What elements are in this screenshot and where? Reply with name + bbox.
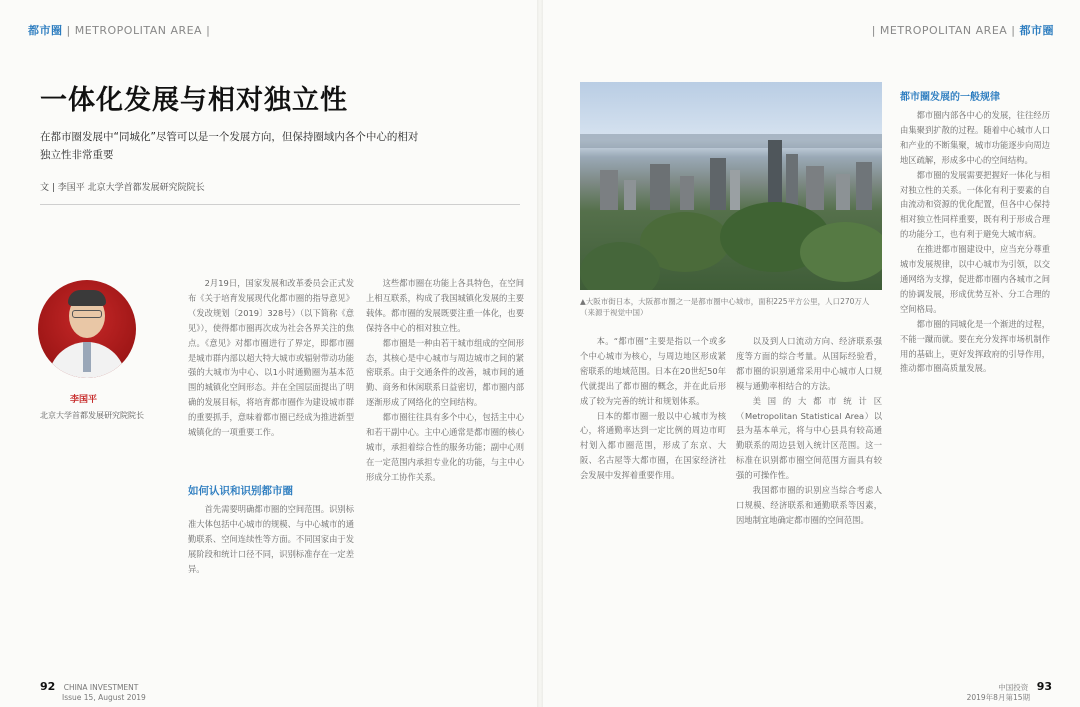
paragraph: 这些都市圈在功能上各具特色，在空间上相互联系，构成了我国城镇化发展的主要载体。都市圈的发展既要注重一体化，也要保持各中心的相对独立性。 xyxy=(366,278,524,333)
column-5 xyxy=(900,108,1050,672)
portrait-role: 北京大学首都发展研究院院长 xyxy=(40,411,144,420)
section-label-en: METROPOLITAN AREA xyxy=(74,24,203,37)
column-4 xyxy=(736,334,882,672)
paragraph: 都市圈内部各中心的发展，往往经历由集聚到扩散的过程。随着中心城市人口和产业的不断集聚，城市功能逐步向周边地区疏解，形成多中心的空间结构。 xyxy=(900,110,1050,165)
paragraph: 2月19日，国家发展和改革委员会正式发布《关于培育发展现代化都市圈的指导意见》（发改规划〔2019〕328号）（以下简称《意见》），使得都市圈再次成为社会各界关注的焦点。《意见》对都市圈进行了界定，即都市圈是城市群内部以超大特大城市或辐射带动功能强的大城市为中心、以1小时通勤圈为基本范围的城镇化空间形态。并在全国层面提出了明确的发展目标，将培育都市圈作为建设城市群的重要抓手，意味着都市圈已经成为推进新型城镇化的一项重要工作。 xyxy=(188,278,354,438)
right-footer xyxy=(967,682,1052,703)
column-3 xyxy=(580,334,726,672)
page-number: 92 xyxy=(40,680,56,693)
paragraph: 都市圈的发展需要把握好一体化与相对独立性的关系。一体化有利于要素的自由流动和资源的优化配置，但各中心保持相对独立性同样重要，既有利于形成合理的功能分工，也有利于避免大城市病。 xyxy=(900,169,1050,240)
subheading: 如何认识和识别都市圈 xyxy=(188,485,293,497)
paragraph: 都市圈的同城化是一个渐进的过程，不能一蹴而就。要在充分发挥市场机制作用的基础上，更好发挥政府的引导作用，推动都市圈高质量发展。 xyxy=(900,318,1050,374)
right-subheading: 都市圈发展的一般规律 xyxy=(900,92,1000,103)
section-label-zh: 都市圈 xyxy=(1019,24,1054,37)
paragraph: 美国的大都市统计区（Metropolitan Statistical Area）以县为基本单元，将与中心县具有较高通勤联系的周边县划入统计区范围。这一标准在识别都市圈空间范围方面具有较强的可操作性。 xyxy=(736,395,882,481)
section-label-zh: 都市圈 xyxy=(28,24,63,37)
divider xyxy=(40,204,520,205)
paragraph: 日本的都市圈一般以中心城市为核心，将通勤率达到一定比例的周边市町村划入都市圈范围，形成了东京、大阪、名古屋等大都市圈，在国家经济社会发展中发挥着重要作用。 xyxy=(580,410,726,481)
paragraph: 都市圈是一种由若干城市组成的空间形态，其核心是中心城市与周边城市之间的紧密联系。由于交通条件的改善，城市间的通勤、商务和休闲联系日益密切，都市圈内部逐渐形成了网络化的空间结构。 xyxy=(366,337,524,408)
author-line: 文 | 李国平 北京大学首都发展研究院院长 xyxy=(40,183,205,193)
paragraph: 本。“都市圈”主要是指以一个或多个中心城市为核心，与周边地区形成紧密联系的地域范围。日本在20世纪50年代就提出了都市圈的概念，并在此后形成了较为完善的统计和规划体系。 xyxy=(580,336,726,406)
issue-info: Issue 15, August 2019 xyxy=(62,693,146,702)
column-1-lower xyxy=(188,474,354,670)
issue-info: 2019年8月第15期 xyxy=(966,693,1030,702)
paragraph: 我国都市圈的识别应当综合考虑人口规模、经济联系和通勤联系等因素，因地制宜地确定都市圈的空间范围。 xyxy=(736,485,882,525)
paragraph: 以及到人口流动方向、经济联系强度等方面的综合考量。从国际经验看，都市圈的识别通常采用中心城市人口规模与通勤率相结合的方法。 xyxy=(736,336,882,391)
publication-name: CHINA INVESTMENT xyxy=(63,683,139,692)
page-number: 93 xyxy=(1036,680,1052,693)
paragraph: 首先需要明确都市圈的空间范围。识别标准大体包括中心城市的规模、与中心城市的通勤联系、空间连续性等方面。不同国家由于发展阶段和统计口径不同，识别标准存在一定差异。 xyxy=(188,504,354,574)
paragraph: 都市圈往往具有多个中心，包括主中心和若干副中心。主中心通常是都市圈的核心城市，承担着综合性的服务功能；副中心则在一定范围内承担专业化的功能，与主中心形成分工协作关系。 xyxy=(366,412,524,482)
column-1 xyxy=(188,276,354,472)
article-deck: 在都市圈发展中“同城化”尽管可以是一个发展方向，但保持圈域内各个中心的相对独立性非常重要 xyxy=(40,131,419,161)
right-header: | METROPOLITAN AREA | 都市圈 xyxy=(871,24,1054,37)
city-photo xyxy=(580,82,882,290)
section-label-en: METROPOLITAN AREA xyxy=(879,24,1008,37)
author-portrait xyxy=(38,280,136,378)
publication-name: 中国投资 xyxy=(998,683,1029,692)
article-title: 一体化发展与相对独立性 xyxy=(40,85,348,116)
portrait-name: 李国平 xyxy=(70,395,98,405)
left-header: 都市圈 | METROPOLITAN AREA | xyxy=(28,24,211,37)
column-2 xyxy=(366,276,524,670)
paragraph: 在推进都市圈建设中，应当充分尊重城市发展规律，以中心城市为引领，以交通网络为支撑，促进都市圈内各城市之间的协调发展，形成优势互补、分工合理的空间格局。 xyxy=(900,244,1050,314)
photo-caption: ▲大阪市街日本，大阪都市圈之一是都市圈中心城市，面积225平方公里，人口270万人（来源于视觉中国） xyxy=(580,297,870,317)
left-footer xyxy=(40,682,146,703)
